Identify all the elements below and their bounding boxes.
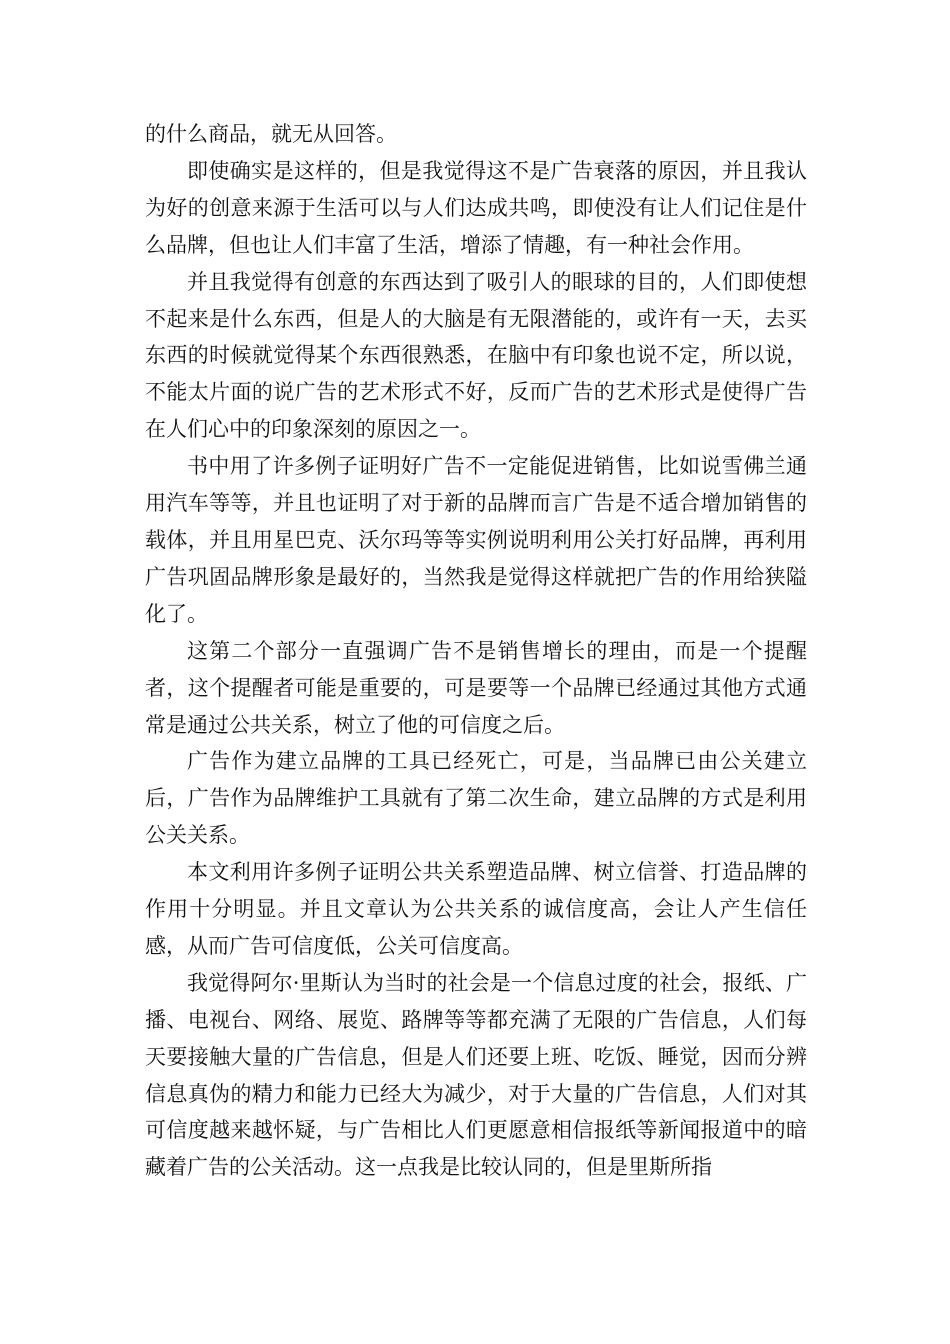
paragraph: 书中用了许多例子证明好广告不一定能促进销售，比如说雪佛兰通用汽车等等，并且也证明了对于新的品牌而言广告是不适合增加销售的载体，并且用星巴克、沃尔玛等等实例说明利用公关打好品牌，再利用广告巩固品牌形象是最好的，当然我是觉得这样就把广告的作用给狭隘化了。: [145, 454, 807, 626]
paragraph: 这第二个部分一直强调广告不是销售增长的理由，而是一个提醒者，这个提醒者可能是重要的，可是要等一个品牌已经通过其他方式通常是通过公共关系，树立了他的可信度之后。: [145, 638, 807, 737]
document-body: [145, 116, 807, 1186]
paragraph: 本文利用许多例子证明公共关系塑造品牌、树立信誉、打造品牌的作用十分明显。并且文章认为公共关系的诚信度高，会让人产生信任感，从而广告可信度低，公关可信度高。: [145, 860, 807, 958]
paragraph: 并且我觉得有创意的东西达到了吸引人的眼球的目的，人们即使想不起来是什么东西，但是人的大脑是有无限潜能的，或许有一天，去买东西的时候就觉得某个东西很熟悉，在脑中有印象也说不定，所以说，不能太片面的说广告的艺术形式不好，反而广告的艺术形式是使得广告在人们心中的印象深刻的原因之一。: [145, 269, 807, 442]
paragraph: 广告作为建立品牌的工具已经死亡，可是，当品牌已由公关建立后，广告作为品牌维护工具就有了第二次生命，建立品牌的方式是利用公关关系。: [145, 749, 807, 848]
paragraph: 我觉得阿尔·里斯认为当时的社会是一个信息过度的社会，报纸、广播、电视台、网络、展览、路牌等等都充满了无限的广告信息，人们每天要接触大量的广告信息，但是人们还要上班、吃饭、睡觉，因而分辨信息真伪的精力和能力已经大为减少，对于大量的广告信息，人们对其可信度越来越怀疑，与广告相比人们更愿意相信报纸等新闻报道中的暗藏着广告的公关活动。这一点我是比较认同的，但是里斯所指: [145, 970, 807, 1180]
paragraph-continuation: 的什么商品，就无从回答。: [145, 122, 397, 146]
paragraph: 即使确实是这样的，但是我觉得这不是广告衰落的原因，并且我认为好的创意来源于生活可以与人们达成共鸣，即使没有让人们记住是什么品牌，但也让人们丰富了生活，增添了情趣，有一种社会作用。: [145, 158, 807, 257]
